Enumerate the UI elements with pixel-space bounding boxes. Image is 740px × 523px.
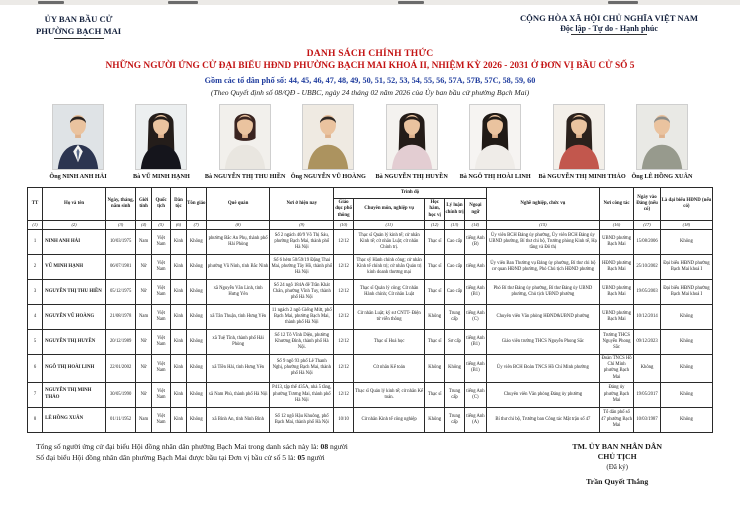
cell-gioi-tinh: Nữ xyxy=(136,355,152,382)
issuing-org-block xyxy=(36,13,121,39)
candidate-photo xyxy=(553,104,605,170)
col-index-ngay-vao-dang: (17) xyxy=(634,221,661,230)
column-index-row xyxy=(28,221,713,230)
cell-que-quan: phường Vũ Ninh, tỉnh Bắc Ninh xyxy=(206,255,270,280)
cell-hoc-ham: Thạc sĩ xyxy=(425,280,445,305)
decision-note: (Theo Quyết định số 08/QĐ - UBBC, ngày 24 tháng 02 năm 2026 của Ủy ban bầu cử phường Bạch Mai) xyxy=(210,88,530,98)
cell-ngoai-ngu: tiếng Anh (C) xyxy=(464,305,486,330)
cell-gdpt: 12/12 xyxy=(334,305,354,330)
table-row xyxy=(28,255,713,280)
col-header-ton-giao: Tôn giáo xyxy=(186,188,206,221)
cell-noi-o: Số 6 hẻm 50/59/19 Đặng Thai Mai, phường Tây Hồ, thành phố Hà Nội xyxy=(270,255,334,280)
cell-ngay-sinh: 22/01/2002 xyxy=(106,355,136,382)
cell-nghe-nghiep: Chuyên viên Văn phòng HĐND&UBND phường xyxy=(486,305,599,330)
cell-hoc-ham: Không xyxy=(425,407,445,432)
candidate-photo-block xyxy=(288,104,368,180)
col-index-gdpt: (10) xyxy=(334,221,354,230)
issuing-org-line2: PHƯỜNG BẠCH MAI xyxy=(36,25,121,39)
cell-ngay-vao-dang: 10/12/2014 xyxy=(634,305,661,330)
cell-dai-bieu-hdnd: Không xyxy=(660,305,712,330)
candidate-photo-caption: Ông NGUYỄN VŨ HOÀNG xyxy=(290,173,366,181)
candidate-photo xyxy=(52,104,104,170)
col-index-nghe-nghiep: (15) xyxy=(486,221,599,230)
table-row xyxy=(28,407,713,432)
total-candidates-count: 08 xyxy=(320,441,329,451)
cell-dan-toc: Kinh xyxy=(171,305,187,330)
cell-nghe-nghiep: Phó Bí thư Đảng ủy phường, Bí thư Đảng ủy UBND phường, Chủ tịch UBND phường xyxy=(486,280,599,305)
candidate-photo-caption: Bà NGUYỄN THỊ MINH THẢO xyxy=(538,173,626,181)
cell-quoc-tich: Việt Nam xyxy=(151,230,170,255)
cell-dai-bieu-hdnd: Không xyxy=(660,230,712,255)
cell-nghe-nghiep: Ủy viên BCH Đoàn TNCS Hồ Chí Minh phường xyxy=(486,355,599,382)
col-header-hoc-ham: Học hàm, học vị xyxy=(425,199,445,221)
cell-que-quan: xã Nguyễn Văn Linh, tỉnh Hưng Yên xyxy=(206,280,270,305)
cell-dan-toc: Kinh xyxy=(171,230,187,255)
cell-ngay-vao-dang: 09/12/2023 xyxy=(634,330,661,355)
cell-noi-o: Số 9 ngõ 93 phố Lê Thanh Nghị, phường Bạch Mai, thành phố Hà Nội xyxy=(270,355,334,382)
cell-tt: 8 xyxy=(28,407,43,432)
candidate-photo xyxy=(386,104,438,170)
cell-dai-bieu-hdnd: Không xyxy=(660,330,712,355)
cell-noi-cong-tac: Trường THCS Nguyễn Phong Sắc xyxy=(599,330,633,355)
cell-que-quan: xã Nam Phù, thành phố Hà Nội xyxy=(206,382,270,407)
col-header-gdpt: Giáo dục phổ thông xyxy=(334,199,354,221)
cell-gdpt: 10/10 xyxy=(334,407,354,432)
cell-que-quan: xã Tiền Hải, tỉnh Hưng Yên xyxy=(206,355,270,382)
table-row xyxy=(28,230,713,255)
cell-quoc-tich: Việt Nam xyxy=(151,355,170,382)
cell-ton-giao: Không xyxy=(186,330,206,355)
document-header xyxy=(0,0,740,39)
col-index-ly-luan: (13) xyxy=(445,221,465,230)
cell-ho-va-ten: NGÔ THỊ HOÀI LINH xyxy=(43,355,106,382)
cell-ho-va-ten: NGUYỄN THỊ THU HIỀN xyxy=(43,280,106,305)
cell-ngay-vao-dang: 10/03/1987 xyxy=(634,407,661,432)
cell-ngoai-ngu: tiếng Anh xyxy=(464,255,486,280)
table-row xyxy=(28,330,713,355)
cell-noi-o: Số 24 ngõ 184A đê Trần Khát Chân, phường Vĩnh Tuy, thành phố Hà Nội xyxy=(270,280,334,305)
national-name: CỘNG HÒA XÃ HỘI CHỦ NGHĨA VIỆT NAM xyxy=(519,13,698,23)
cell-quoc-tich: Việt Nam xyxy=(151,382,170,407)
cell-tt: 7 xyxy=(28,382,43,407)
cell-hoc-ham: Thạc sĩ xyxy=(425,230,445,255)
cell-tt: 3 xyxy=(28,280,43,305)
cell-ngay-sinh: 30/05/1990 xyxy=(106,382,136,407)
cell-ly-luan: Trung cấp xyxy=(445,382,465,407)
col-header-ho-va-ten: Họ và tên xyxy=(43,188,106,221)
cell-ho-va-ten: NGUYỄN VŨ HOÀNG xyxy=(43,305,106,330)
precinct-numbers-line: Gồm các tổ dân phố số: 44, 45, 46, 47, 48, 49, 50, 51, 52, 53, 54, 55, 56, 57A, 57B, 57C, 58, 59, 60 xyxy=(204,76,536,86)
cell-chuyen-mon: Thạc sĩ Quản lý kinh tế; cử nhân Kế toán. xyxy=(354,382,425,407)
col-header-dan-toc: Dân tộc xyxy=(171,188,187,221)
candidate-photo-block xyxy=(372,104,452,180)
col-header-gioi-tinh: Giới tính xyxy=(136,188,152,221)
cell-tt: 1 xyxy=(28,230,43,255)
cell-dan-toc: Kinh xyxy=(171,355,187,382)
cell-nghe-nghiep: Ủy viên BCH Đảng ủy phường, Ủy viên BCH Đảng ủy UBND phường, Bí thư chi bộ, Trưởng phòng Kinh tế, Hạ tầng và Đô thị xyxy=(486,230,599,255)
document-footer xyxy=(36,442,704,512)
cell-noi-cong-tac: Đảng ủy phường Bạch Mai xyxy=(599,382,633,407)
cell-hoc-ham: Thạc sĩ xyxy=(425,330,445,355)
cell-dai-bieu-hdnd: Không xyxy=(660,382,712,407)
candidate-photo-block xyxy=(622,104,702,180)
cell-chuyen-mon: Thạc sĩ Hoá học xyxy=(354,330,425,355)
cell-tt: 2 xyxy=(28,255,43,280)
col-index-hoc-ham: (12) xyxy=(425,221,445,230)
cell-nghe-nghiep: Bí thư chi bộ, Trưởng ban Công tác Mặt trận số 47 xyxy=(486,407,599,432)
candidate-photo-caption: Bà NGUYỄN THỊ THU HIỀN xyxy=(204,173,286,181)
cell-chuyen-mon: Cử nhân Luật; kỹ sư CNTT- Điện tử viễn thông xyxy=(354,305,425,330)
elected-seats-unit: người xyxy=(305,452,325,462)
cell-dai-bieu-hdnd: Đại biểu HĐND phường Bạch Mai khoá I xyxy=(660,280,712,305)
cell-nghe-nghiep: Ủy viên Ban Thường vụ Đảng ủy phường, Bí thư chi bộ cơ quan HĐND phường, Phó Chủ tịch HĐND phường xyxy=(486,255,599,280)
cell-ly-luan: Cao cấp xyxy=(445,230,465,255)
signer-name: Trần Quyết Thắng xyxy=(586,477,649,487)
signed-note: (Đã ký) xyxy=(606,462,628,471)
table-row xyxy=(28,382,713,407)
candidate-photo-caption: Bà NGUYỄN THỊ HUYỀN xyxy=(375,173,448,181)
cell-ho-va-ten: NINH ANH HẢI xyxy=(43,230,106,255)
col-index-quoc-tich: (5) xyxy=(151,221,170,230)
candidate-photo xyxy=(135,104,187,170)
candidate-photo-caption: Bà VŨ MINH HẠNH xyxy=(133,173,190,181)
cell-ton-giao: Không xyxy=(186,407,206,432)
cell-ly-luan: Không xyxy=(445,355,465,382)
cell-chuyen-mon: Cử nhân Kinh tế công nghiệp xyxy=(354,407,425,432)
cell-gdpt: 12/12 xyxy=(334,280,354,305)
scan-artifact xyxy=(0,0,740,5)
cell-ngay-vao-dang: 15/08/2006 xyxy=(634,230,661,255)
col-index-que-quan: (8) xyxy=(206,221,270,230)
cell-noi-o: 11 ngách 2 ngõ Giếng Mứt, phố Bạch Mai, phường Bạch Mai, thành phố Hà Nội xyxy=(270,305,334,330)
cell-ngoai-ngu: tiếng Anh (A) xyxy=(464,407,486,432)
col-header-chuyen-mon: Chuyên môn, nghiệp vụ xyxy=(354,199,425,221)
cell-tt: 5 xyxy=(28,330,43,355)
table-row xyxy=(28,280,713,305)
cell-que-quan: xã Tuệ Tĩnh, thành phố Hải Phòng xyxy=(206,330,270,355)
cell-noi-cong-tac: Đoàn TNCS Hồ Chí Minh phường Bạch Mai xyxy=(599,355,633,382)
candidate-photo-block xyxy=(538,104,626,181)
col-header-ngay-vao-dang: Ngày vào Đảng (nếu có) xyxy=(634,188,661,221)
cell-nghe-nghiep: Giáo viên trường THCS Nguyễn Phong Sắc xyxy=(486,330,599,355)
cell-tt: 4 xyxy=(28,305,43,330)
elected-seats-count: 05 xyxy=(297,452,306,462)
col-header-group-trinh-do: Trình độ xyxy=(334,188,487,199)
cell-ngay-sinh: 10/03/1975 xyxy=(106,230,136,255)
cell-gdpt: 12/12 xyxy=(334,355,354,382)
cell-ngay-sinh: 20/12/1989 xyxy=(106,330,136,355)
cell-dan-toc: Kinh xyxy=(171,407,187,432)
cell-ngoai-ngu: tiếng Anh (B) xyxy=(464,230,486,255)
cell-gioi-tinh: Nữ xyxy=(136,255,152,280)
cell-ngay-vao-dang: 25/10/2002 xyxy=(634,255,661,280)
col-index-dai-bieu-hdnd: (18) xyxy=(660,221,712,230)
cell-ly-luan: Trung cấp xyxy=(445,305,465,330)
cell-quoc-tich: Việt Nam xyxy=(151,407,170,432)
signature-block xyxy=(572,442,662,488)
col-header-nghe-nghiep: Nghề nghiệp, chức vụ xyxy=(486,188,599,221)
total-candidates-text: Tổng số người ứng cử đại biểu Hội đồng nhân dân phường Bạch Mai trong danh sách này là: xyxy=(36,441,319,451)
cell-nghe-nghiep: Chuyên viên Văn phòng Đảng ủy phường xyxy=(486,382,599,407)
cell-gioi-tinh: Nam xyxy=(136,305,152,330)
cell-ngay-sinh: 21/08/1978 xyxy=(106,305,136,330)
cell-noi-cong-tac: Tổ dân phố số 47 phường Bạch Mai xyxy=(599,407,633,432)
cell-quoc-tich: Việt Nam xyxy=(151,305,170,330)
col-index-noi-o: (9) xyxy=(270,221,334,230)
candidate-photo-caption: Ông LÊ HỒNG XUÂN xyxy=(631,173,693,181)
candidate-photo xyxy=(469,104,521,170)
cell-quoc-tich: Việt Nam xyxy=(151,330,170,355)
col-header-que-quan: Quê quán xyxy=(206,188,270,221)
cell-ngoai-ngu: tiếng Anh (B1) xyxy=(464,330,486,355)
cell-ngay-sinh: 06/07/1981 xyxy=(106,255,136,280)
col-header-noi-cong-tac: Nơi công tác xyxy=(599,188,633,221)
cell-ton-giao: Không xyxy=(186,382,206,407)
cell-ly-luan: Sơ cấp xyxy=(445,330,465,355)
cell-dan-toc: Kinh xyxy=(171,280,187,305)
candidate-photo-block xyxy=(455,104,535,180)
cell-chuyen-mon: Thạc sĩ Quản lý kinh tế; cử nhân Kinh tế; cử nhân Luật; cử nhân Chính trị. xyxy=(354,230,425,255)
candidate-photo-block xyxy=(205,104,285,180)
cell-chuyen-mon: Thạc sỹ Hành chính công; cử nhân Kinh tế chính trị; cử nhân Quản trị kinh doanh thương mại xyxy=(354,255,425,280)
cell-dan-toc: Kinh xyxy=(171,382,187,407)
candidate-photo-caption: Bà NGÔ THỊ HOÀI LINH xyxy=(459,173,531,181)
table-row xyxy=(28,355,713,382)
cell-gdpt: 12/12 xyxy=(334,255,354,280)
col-header-dai-bieu-hdnd: Là đại biểu HĐND (nếu có) xyxy=(660,188,712,221)
col-header-tt: TT xyxy=(28,188,43,221)
cell-gioi-tinh: Nữ xyxy=(136,280,152,305)
candidate-photo-block xyxy=(38,104,118,180)
cell-noi-cong-tac: HĐND phường Bạch Mai xyxy=(599,255,633,280)
cell-gioi-tinh: Nữ xyxy=(136,382,152,407)
cell-ton-giao: Không xyxy=(186,305,206,330)
cell-ton-giao: Không xyxy=(186,255,206,280)
cell-hoc-ham: Không xyxy=(425,355,445,382)
cell-que-quan: phường Bắc An Phụ, thành phố Hải Phòng xyxy=(206,230,270,255)
cell-ngay-vao-dang: 19/05/2003 xyxy=(634,280,661,305)
cell-ly-luan: Cao cấp xyxy=(445,280,465,305)
candidate-photo-caption: Ông NINH ANH HẢI xyxy=(49,173,107,181)
cell-noi-cong-tac: UBND phường Bạch Mai xyxy=(599,280,633,305)
cell-dan-toc: Kinh xyxy=(171,255,187,280)
cell-tt: 6 xyxy=(28,355,43,382)
cell-hoc-ham: Thạc sĩ xyxy=(425,255,445,280)
cell-noi-cong-tac: UBND phường Bạch Mai xyxy=(599,305,633,330)
cell-ly-luan: Cao cấp xyxy=(445,255,465,280)
col-header-noi-o: Nơi ở hiện nay xyxy=(270,188,334,221)
cell-hoc-ham: Thạc sĩ xyxy=(425,382,445,407)
candidate-photo xyxy=(219,104,271,170)
col-header-ngoai-ngu: Ngoại ngữ xyxy=(464,199,486,221)
col-index-ho-va-ten: (2) xyxy=(43,221,106,230)
cell-ngay-sinh: 05/12/1975 xyxy=(106,280,136,305)
col-index-ngoai-ngu: (14) xyxy=(464,221,486,230)
col-index-chuyen-mon: (11) xyxy=(354,221,425,230)
cell-gioi-tinh: Nam xyxy=(136,230,152,255)
cell-ngoai-ngu: tiếng Anh (B1) xyxy=(464,280,486,305)
cell-noi-o: Số 12 Tô Vĩnh Diện, phường Khương Đình, thành phố Hà Nội. xyxy=(270,330,334,355)
cell-gdpt: 12/12 xyxy=(334,330,354,355)
cell-ho-va-ten: NGUYỄN THỊ HUYỀN xyxy=(43,330,106,355)
cell-ngay-vao-dang: Không xyxy=(634,355,661,382)
cell-dan-toc: Kinh xyxy=(171,330,187,355)
cell-ho-va-ten: NGUYỄN THỊ MINH THẢO xyxy=(43,382,106,407)
cell-dai-bieu-hdnd: Không xyxy=(660,407,712,432)
cell-quoc-tich: Việt Nam xyxy=(151,255,170,280)
cell-ngay-sinh: 01/11/1952 xyxy=(106,407,136,432)
signature-org: TM. ỦY BAN NHÂN DÂN xyxy=(572,441,662,451)
cell-ly-luan: Trung cấp xyxy=(445,407,465,432)
candidate-photo xyxy=(636,104,688,170)
candidate-photo xyxy=(302,104,354,170)
col-index-noi-cong-tac: (16) xyxy=(599,221,633,230)
cell-ton-giao: Không xyxy=(186,280,206,305)
cell-noi-cong-tac: UBND phường Bạch Mai xyxy=(599,230,633,255)
cell-ho-va-ten: LÊ HỒNG XUÂN xyxy=(43,407,106,432)
col-header-ngay-sinh: Ngày, tháng, năm sinh xyxy=(106,188,136,221)
cell-ngoai-ngu: tiếng Anh (C) xyxy=(464,382,486,407)
col-index-gioi-tinh: (4) xyxy=(136,221,152,230)
cell-hoc-ham: Không xyxy=(425,305,445,330)
cell-noi-o: P413, tập thể 435A, nhà 5 tầng, phường Tương Mai, thành phố Hà Nội xyxy=(270,382,334,407)
cell-quoc-tich: Việt Nam xyxy=(151,280,170,305)
candidate-photo-block xyxy=(121,104,201,180)
cell-dai-bieu-hdnd: Không xyxy=(660,355,712,382)
candidates-table xyxy=(27,187,713,433)
col-index-ton-giao: (7) xyxy=(186,221,206,230)
candidates-table-wrap xyxy=(27,187,713,433)
cell-chuyen-mon: Cử nhân Kế toán xyxy=(354,355,425,382)
national-header-block xyxy=(520,13,698,39)
issuing-org-line1: ỦY BAN BẦU CỬ xyxy=(44,14,113,24)
col-index-ngay-sinh: (3) xyxy=(106,221,136,230)
col-index-dan-toc: (6) xyxy=(171,221,187,230)
cell-ton-giao: Không xyxy=(186,230,206,255)
cell-dai-bieu-hdnd: Đại biểu HĐND phường Bạch Mai khoá I xyxy=(660,255,712,280)
cell-gdpt: 12/12 xyxy=(334,230,354,255)
cell-chuyen-mon: Thạc sĩ Quản lý công; Cử nhân Hành chính; Cử nhân Luật xyxy=(354,280,425,305)
signature-role: CHỦ TỊCH xyxy=(597,452,637,462)
cell-gioi-tinh: Nam xyxy=(136,407,152,432)
cell-noi-o: Số 2 ngách 40/9 Võ Thị Sáu, phường Bạch Mai, thành phố Hà Nội xyxy=(270,230,334,255)
national-motto: Độc lập - Tự do - Hạnh phúc xyxy=(520,24,698,35)
cell-ho-va-ten: VŨ MINH HẠNH xyxy=(43,255,106,280)
total-candidates-unit: người xyxy=(328,441,348,451)
cell-gdpt: 12/12 xyxy=(334,382,354,407)
col-header-ly-luan: Lý luận chính trị xyxy=(445,199,465,221)
document-title-line2: NHỮNG NGƯỜI ỨNG CỬ ĐẠI BIỂU HĐND PHƯỜNG BẠCH MAI KHOÁ II, NHIỆM KỲ 2026 - 2031 Ở ĐƠN VỊ BẦU CỬ SỐ 5 xyxy=(105,61,635,72)
cell-noi-o: Số 12 ngõ Hậu Khuông, phố Bạch Mai, thành phố Hà Nội xyxy=(270,407,334,432)
col-header-quoc-tich: Quốc tịch xyxy=(151,188,170,221)
cell-ngay-vao-dang: 19/05/2017 xyxy=(634,382,661,407)
cell-ton-giao: Không xyxy=(186,355,206,382)
photo-strip xyxy=(0,104,740,180)
document-title-line1: DANH SÁCH CHÍNH THỨC xyxy=(306,48,434,60)
cell-ngoai-ngu: tiếng Anh (B1) xyxy=(464,355,486,382)
cell-que-quan: xã Bình An, tỉnh Ninh Bình xyxy=(206,407,270,432)
table-row xyxy=(28,305,713,330)
col-index-tt: (1) xyxy=(28,221,43,230)
elected-seats-text: Số đại biểu Hội đồng nhân dân phường Bạch Mai được bầu tại Đơn vị bầu cử số 5 là: xyxy=(36,452,296,462)
cell-gioi-tinh: Nữ xyxy=(136,330,152,355)
cell-que-quan: xã Tân Thuận, tỉnh Hưng Yên xyxy=(206,305,270,330)
